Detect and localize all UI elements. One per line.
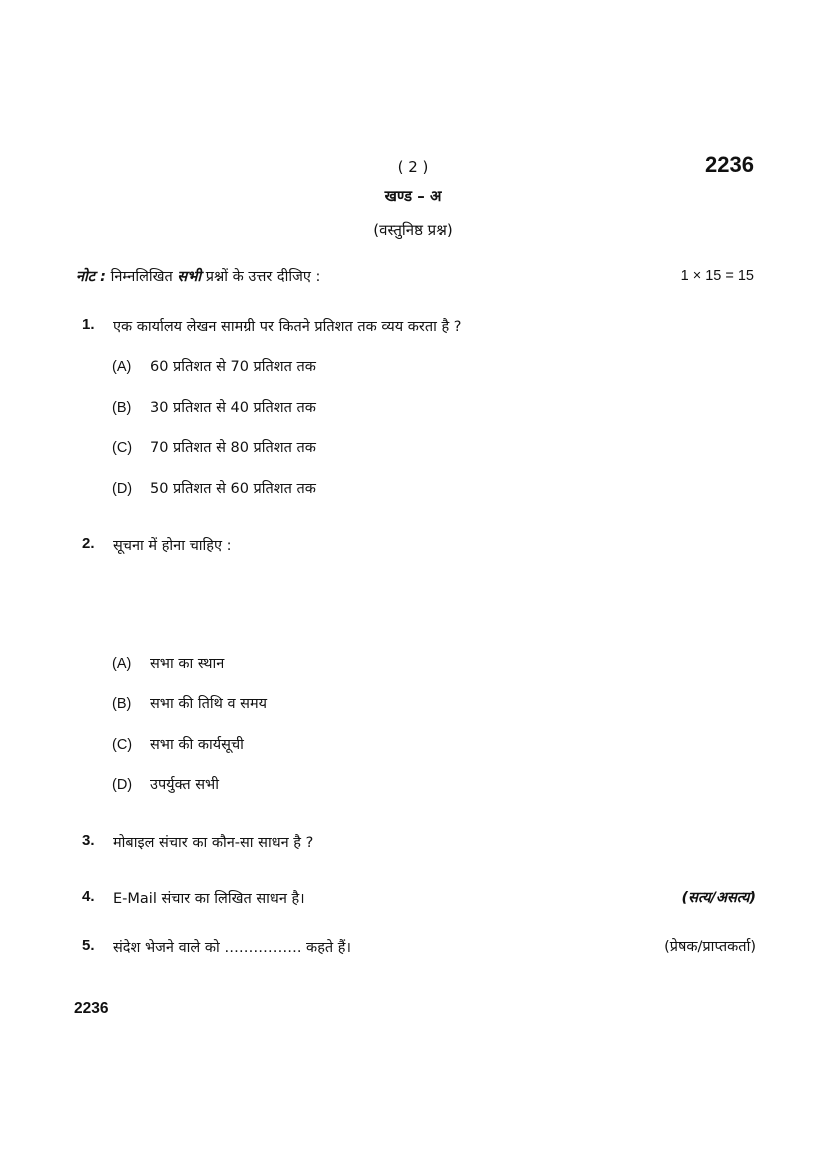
- option-text: 30 प्रतिशत से 40 प्रतिशत तक: [150, 400, 316, 416]
- option-label: (A): [112, 359, 132, 375]
- answer-hint: (सत्य/असत्य): [681, 890, 756, 906]
- paper-code-header: 2236: [705, 152, 754, 177]
- option-label: (B): [112, 696, 132, 712]
- note-text-after: प्रश्नों के उत्तर दीजिए :: [201, 269, 321, 285]
- option-label: (C): [112, 440, 133, 456]
- option: [112, 774, 219, 794]
- marks-allocation: 1 × 15 = 15: [680, 268, 754, 284]
- option: [112, 356, 316, 376]
- option: [112, 397, 316, 417]
- note-text-before: निम्नलिखित: [105, 269, 178, 285]
- option-label: (B): [112, 400, 132, 416]
- option: [112, 653, 224, 673]
- section-subtitle: (वस्तुनिष्ठ प्रश्न): [373, 221, 453, 239]
- question-number: 3.: [82, 832, 95, 849]
- option: [112, 734, 244, 754]
- option-text: 50 प्रतिशत से 60 प्रतिशत तक: [150, 481, 316, 497]
- option-label: (D): [112, 777, 133, 793]
- question-text: सूचना में होना चाहिए :: [113, 538, 232, 554]
- section-title: खण्ड – अ: [384, 187, 442, 205]
- option-label: (A): [112, 656, 132, 672]
- note-label: नोट :: [76, 269, 106, 285]
- question-text: E-Mail संचार का लिखित साधन है।: [113, 891, 305, 907]
- option-text: सभा का स्थान: [150, 656, 225, 672]
- option-text: सभा की तिथि व समय: [150, 696, 268, 712]
- option-text: 60 प्रतिशत से 70 प्रतिशत तक: [150, 359, 316, 375]
- option-text: सभा की कार्यसूची: [150, 737, 244, 753]
- note-emphasis: सभी: [177, 269, 202, 285]
- option-text: उपर्युक्त सभी: [150, 777, 219, 793]
- question-number: 5.: [82, 937, 95, 954]
- question-number: 2.: [82, 535, 95, 552]
- option: [112, 437, 316, 457]
- option: [112, 693, 267, 713]
- question-text: मोबाइल संचार का कौन-सा साधन है ?: [113, 835, 314, 851]
- instruction-note: [76, 266, 320, 286]
- option-text: 70 प्रतिशत से 80 प्रतिशत तक: [150, 440, 316, 456]
- option-label: (D): [112, 481, 133, 497]
- option-label: (C): [112, 737, 133, 753]
- question-number: 1.: [82, 316, 95, 333]
- question-text: एक कार्यालय लेखन सामग्री पर कितने प्रतिशत तक व्यय करता है ?: [113, 319, 462, 335]
- answer-hint: (प्रेषक/प्राप्तकर्ता): [664, 939, 756, 955]
- option: [112, 478, 316, 498]
- paper-code-footer: 2236: [74, 1000, 109, 1017]
- page-number: ( 2 ): [397, 158, 429, 176]
- question-number: 4.: [82, 888, 95, 905]
- question-text: संदेश भेजने वाले को ……………. कहते हैं।: [113, 940, 351, 956]
